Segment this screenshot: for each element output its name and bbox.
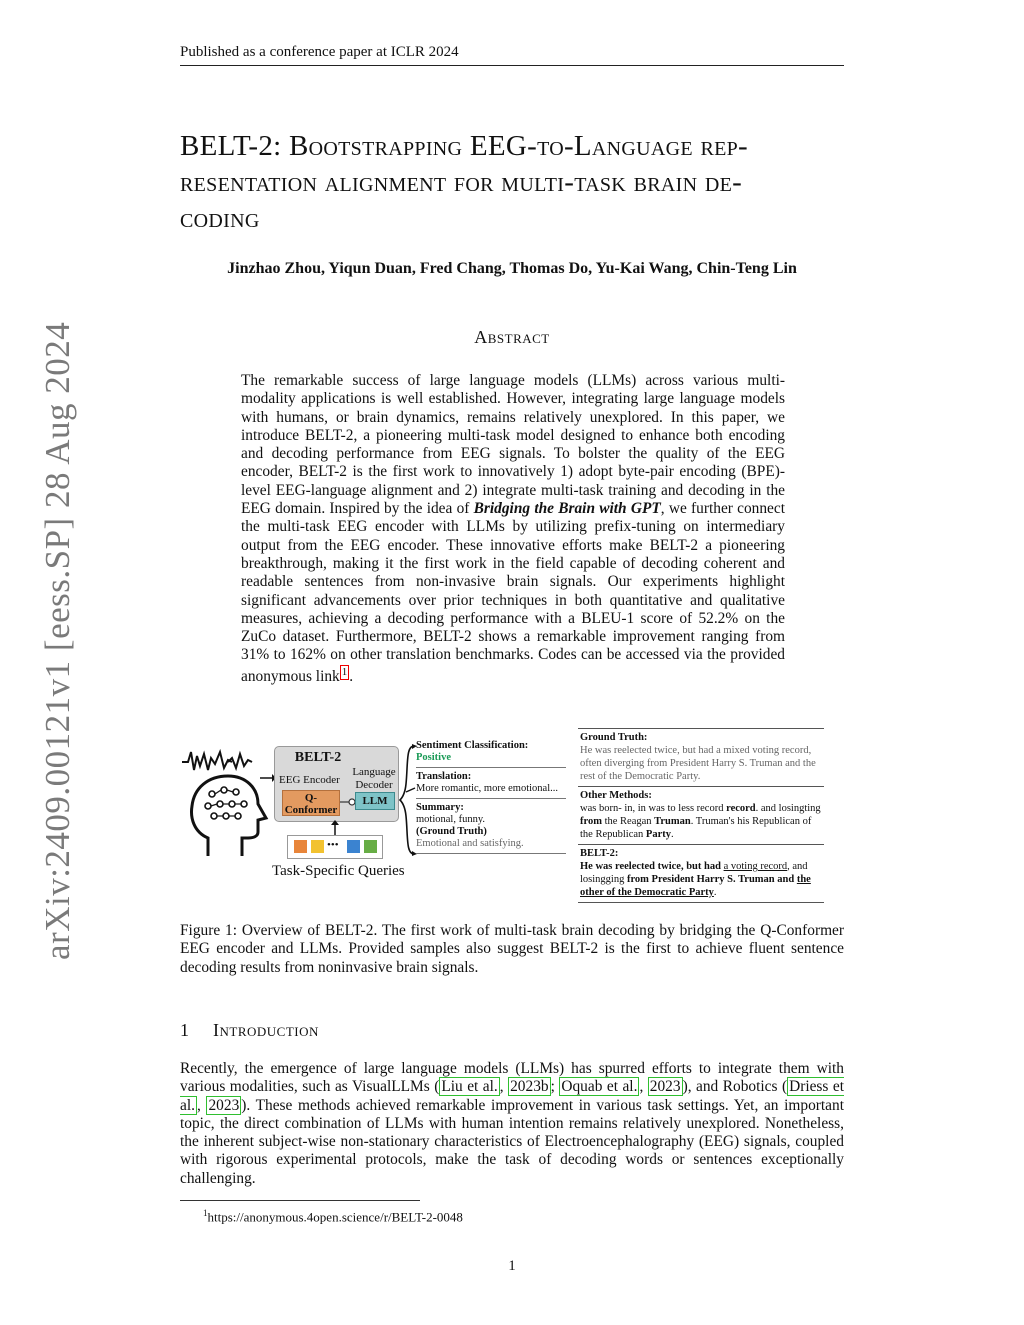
authors: Jinzhao Zhou, Yiqun Duan, Fred Chang, Thomas Do, Yu-Kai Wang, Chin-Teng Lin bbox=[227, 260, 797, 277]
task-outputs bbox=[416, 740, 566, 857]
belt2-text bbox=[580, 860, 822, 899]
text-run: the Reagan bbox=[601, 816, 655, 827]
belt2-title: BELT-2 bbox=[294, 750, 342, 765]
header-rule bbox=[180, 65, 844, 66]
divider bbox=[416, 798, 566, 799]
text-run: a voting record bbox=[723, 861, 788, 872]
q-conformer-block: Q-Conformer bbox=[282, 790, 340, 816]
encoder-decoder-link bbox=[340, 797, 356, 807]
summary-gt-label: (Ground Truth) bbox=[416, 826, 487, 837]
title-line-3: coding bbox=[180, 202, 260, 234]
language-decoder-label: Language Decoder bbox=[352, 766, 396, 791]
divider bbox=[416, 853, 566, 854]
task-queries-label: Task-Specific Queries bbox=[272, 863, 405, 879]
query-token-3 bbox=[347, 840, 360, 853]
footnote bbox=[203, 1208, 463, 1225]
intro-paragraph bbox=[180, 1060, 844, 1188]
footnote-mark: 1 bbox=[203, 1208, 208, 1218]
ground-truth-block bbox=[578, 729, 824, 786]
text-run: . and losingting bbox=[755, 803, 821, 814]
belt2-output-block bbox=[578, 845, 824, 902]
section-number: 1 bbox=[180, 1020, 189, 1040]
abstract-emphasis: Bridging the Brain with GPT bbox=[473, 500, 661, 518]
text-run: . bbox=[670, 829, 674, 840]
abstract-body bbox=[241, 372, 785, 686]
query-ellipsis: ••• bbox=[327, 839, 339, 851]
text-run: record bbox=[726, 803, 756, 814]
other-text bbox=[580, 802, 822, 841]
text-run: Recently, the emergence of large language models (LLMs) has spurred efforts to integrate them with various modalities, such as VisualLLMs ( bbox=[180, 1060, 844, 1096]
abstract-part-1: The remarkable success of large language models (LLMs) across various multi-modality applications is well established. However, integrating large language models with humans, or brain dynamics, remains relatively unexplored. In this paper, we introduce BELT-2, a pioneering multi-task model designed to enhance both encoding and decoding performance from EEG signals. To bolster the quality of the EEG encoder, BELT-2 is the first work to innovatively 1) adopt byte-pair encoding (BPE)-level EEG-language alignment and 2) integrate multi-task training and decoding in the EEG domain. Inspired by the idea of bbox=[241, 372, 785, 518]
output-brace bbox=[398, 744, 418, 856]
gt-text: He was reelected twice, but had a mixed voting record, often diverging from President Harry S. Truman and the rest of the Democratic Party. bbox=[580, 745, 816, 782]
text-run: was born- in, in was to less record bbox=[580, 803, 727, 814]
sentiment-label: Sentiment Classification: bbox=[416, 740, 529, 751]
text-run: from bbox=[580, 816, 602, 827]
translation-label: Translation: bbox=[416, 771, 472, 782]
title-line-2: resentation alignment for multi-task brain de- bbox=[180, 166, 743, 198]
citation-link[interactable]: Driess et al. bbox=[180, 1078, 845, 1114]
divider bbox=[578, 902, 824, 903]
eeg-encoder-label: EEG Encoder bbox=[279, 774, 340, 786]
text-run: , bbox=[499, 1078, 509, 1096]
other-methods-block bbox=[578, 787, 824, 844]
title-line-1: BELT-2: Bootstrapping EEG-to-Language rep- bbox=[180, 130, 749, 162]
query-token-4 bbox=[364, 840, 377, 853]
translation-value: More romantic, more emotional... bbox=[416, 783, 559, 794]
belt2-label: BELT-2: bbox=[580, 848, 619, 859]
section-heading bbox=[180, 1020, 319, 1041]
text-run: Party bbox=[645, 829, 671, 840]
figure-1 bbox=[180, 722, 844, 898]
arxiv-stamp: arXiv:2409.00121v1 [eess.SP] 28 Aug 2024 bbox=[38, 321, 77, 960]
text-run: . Truman's his Republican of the Republican bbox=[580, 816, 812, 840]
citation-link[interactable]: Oquab et al. bbox=[561, 1078, 638, 1096]
text-run: Truman bbox=[654, 816, 691, 827]
query-token-1 bbox=[294, 840, 307, 853]
abstract-heading: Abstract bbox=[474, 327, 550, 347]
text-run: , and losingging bbox=[580, 861, 808, 885]
text-run: ; bbox=[550, 1078, 560, 1096]
text-run: He was reelected twice, but had bbox=[580, 861, 724, 872]
sample-comparison bbox=[578, 728, 824, 903]
running-header: Published as a conference paper at ICLR 2024 bbox=[180, 44, 459, 60]
section-title: Introduction bbox=[213, 1020, 319, 1040]
citation-link[interactable]: Liu et al. bbox=[441, 1078, 498, 1096]
footnote-rule bbox=[180, 1200, 420, 1201]
footnote-link[interactable]: 1 bbox=[341, 665, 348, 678]
divider bbox=[416, 767, 566, 768]
paper-title bbox=[180, 128, 860, 236]
other-label: Other Methods: bbox=[580, 790, 652, 801]
brain-head-icon bbox=[180, 748, 272, 860]
text-run: ). These methods achieved remarkable improvement in various task settings. Yet, an important topic, the direct combination of LLMs with human intention remains relatively unexplored. Nonetheless, the inherent subject-wise non-stationary characteristics of Electroencephalography (EEG) signals, coupled with rigorous experimental protocols, make the task of decoding words or sentences exceptionally challenging. bbox=[180, 1096, 844, 1187]
abstract-end: . bbox=[349, 667, 354, 685]
footnote-url[interactable]: https://anonymous.4open.science/r/BELT-2-0048 bbox=[207, 1209, 463, 1225]
summary-gt-value: Emotional and satisfying. bbox=[416, 838, 524, 849]
sentiment-value: Positive bbox=[416, 752, 451, 763]
query-token-2 bbox=[311, 840, 324, 853]
citation-link[interactable]: 2023 bbox=[208, 1096, 240, 1114]
belt2-model-box bbox=[274, 746, 399, 822]
text-run: from President Harry S. Truman and bbox=[626, 874, 797, 885]
citation-link[interactable]: 2023 bbox=[649, 1078, 681, 1096]
text-run: the other of the Democratic Party bbox=[580, 874, 811, 898]
figure-caption: Figure 1: Overview of BELT-2. The first work of multi-task brain decoding by bridging the Q-Conformer EEG encoder and LLMs. Provided samples also suggest BELT-2 is the first to achieve fluent sentence decoding results from noninvasive brain signals. bbox=[180, 922, 844, 976]
task-query-tokens bbox=[287, 835, 383, 859]
text-run: . bbox=[713, 887, 717, 898]
summary-value: motional, funny. bbox=[416, 814, 486, 825]
text-run: ), and Robotics ( bbox=[682, 1078, 788, 1096]
text-run: , bbox=[639, 1078, 648, 1096]
query-arrow bbox=[330, 820, 340, 836]
llm-block: LLM bbox=[355, 792, 395, 810]
text-run: , bbox=[196, 1096, 207, 1114]
citation-link[interactable]: 2023b bbox=[510, 1078, 549, 1096]
page-number: 1 bbox=[508, 1258, 516, 1274]
abstract-part-2: , we further connect the multi-task EEG encoder with LLMs by utilizing prefix-tuning on intermediary output from the EEG encoder. These innovative efforts make BELT-2 a pioneering breakthrough, making it the first work in the field capable of decoding coherent and readable sentences from non-invasive brain signals. Our experiments highlight significant advancements over prior techniques in both quantitative and qualitative measures, achieving a decoding performance with a BLEU-1 score of 52.2% on the ZuCo dataset. Furthermore, BELT-2 shows a remarkable improvement ranging from 31% to 162% on other translation benchmarks. Codes can be accessed via the provided anonymous link bbox=[241, 500, 785, 685]
summary-label: Summary: bbox=[416, 802, 464, 813]
gt-label: Ground Truth: bbox=[580, 732, 648, 743]
